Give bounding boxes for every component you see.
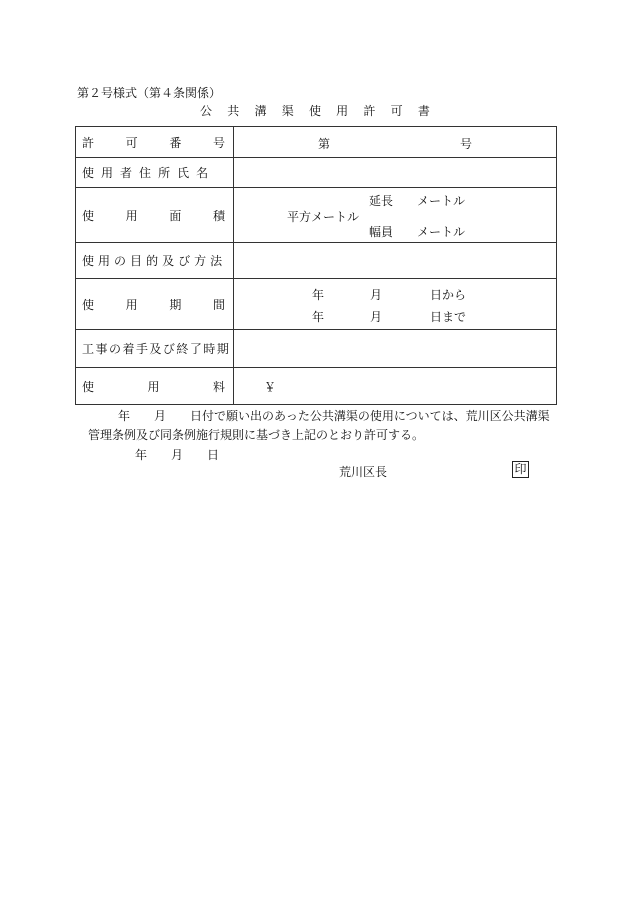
label-char: 期 [216,342,229,356]
yen-sign: ￥ [264,380,277,394]
label-char: 許 [82,135,95,150]
label-char: 使 [82,166,95,180]
label-permit-number [76,127,234,158]
label-user-address-name [76,158,234,188]
label-char: 所 [158,166,171,180]
period-month-to: 月 [370,310,383,324]
period-day-from: 日から [430,288,467,302]
row-usage-period [76,279,557,330]
label-purpose-method [76,243,234,279]
label-char: 者 [120,166,133,180]
label-char: 号 [212,135,225,150]
permit-number-prefix: 第 [318,137,331,151]
label-char: 着 [122,342,135,356]
usage-fee-field[interactable] [234,368,557,405]
user-address-name-field[interactable] [234,158,557,188]
label-char: び [178,254,191,268]
label-char: び [162,342,175,356]
usage-area-field[interactable] [234,188,557,243]
label-char: 間 [212,297,225,312]
label-char: の [114,254,127,268]
label-usage-area [76,188,234,243]
label-char: 氏 [177,166,190,180]
period-day-to: 日まで [430,310,467,324]
row-purpose-method [76,243,557,279]
document-title [200,102,430,119]
label-char: 及 [162,254,175,268]
row-usage-fee [76,368,557,405]
row-permit-number [76,127,557,158]
purpose-method-field[interactable] [234,243,557,279]
label-char: 工 [82,342,95,356]
label-char: 了 [189,342,202,356]
issue-date: 年 月 日 [135,448,220,462]
period-year-from: 年 [312,288,325,302]
label-char: 住 [139,166,152,180]
label-construction-period [76,330,234,368]
label-usage-fee [76,368,234,405]
period-year-to: 年 [312,310,325,324]
usage-period-field[interactable] [234,279,557,330]
label-char: 期 [169,297,182,312]
issuer-mayor: 荒川区長 [339,465,388,479]
label-char: 事 [95,342,108,356]
label-char: 可 [125,135,138,150]
construction-period-field[interactable] [234,330,557,368]
title-char: 書 [417,104,430,118]
label-char: 的 [146,254,159,268]
title-char: 可 [390,104,403,118]
title-char: 溝 [254,104,267,118]
label-char: 用 [125,297,138,312]
label-char: 時 [203,342,216,356]
width-unit: メートル [417,225,466,239]
label-char: 手 [135,342,148,356]
row-construction-period [76,330,557,368]
title-char: 公 [200,104,213,118]
label-char: 積 [212,208,225,223]
label-char: の [108,342,121,356]
permit-number-field[interactable] [234,127,557,158]
title-char: 用 [336,104,349,118]
row-usage-area [76,188,557,243]
form-reference: 第２号様式（第４条関係） [77,86,222,100]
length-unit: メートル [417,194,466,208]
label-char: 用 [98,254,111,268]
title-char: 許 [363,104,376,118]
period-month-from: 月 [370,288,383,302]
label-char: 用 [147,379,160,394]
permit-statement-line1: 年 月 日付で願い出のあった公共溝渠の使用については、荒川区公共溝渠 [118,409,550,423]
seal-mark: 印 [512,461,529,478]
label-usage-period [76,279,234,330]
title-char: 渠 [281,104,294,118]
label-char: 用 [101,166,114,180]
label-char: 法 [210,254,223,268]
permit-number-suffix: 号 [460,137,473,151]
label-char: 方 [194,254,207,268]
label-char: 目 [130,254,143,268]
label-char: 終 [176,342,189,356]
label-char: 料 [212,379,225,394]
title-char: 使 [308,104,321,118]
label-char: 使 [82,379,95,394]
title-char: 共 [227,104,240,118]
label-char: 用 [125,208,138,223]
width-label: 幅員 [369,225,394,239]
row-user-address-name [76,158,557,188]
label-char: 使 [82,254,95,268]
length-label: 延長 [369,194,394,208]
label-char: 及 [149,342,162,356]
label-char: 面 [169,208,182,223]
permit-statement-line2: 管理条例及び同条例施行規則に基づき上記のとおり許可する。 [88,428,425,442]
permit-table [75,126,557,405]
label-char: 使 [82,297,95,312]
label-char: 使 [82,208,95,223]
label-char: 名 [196,166,209,180]
label-char: 番 [169,135,182,150]
unit-square-meter: 平方メートル [287,210,360,224]
